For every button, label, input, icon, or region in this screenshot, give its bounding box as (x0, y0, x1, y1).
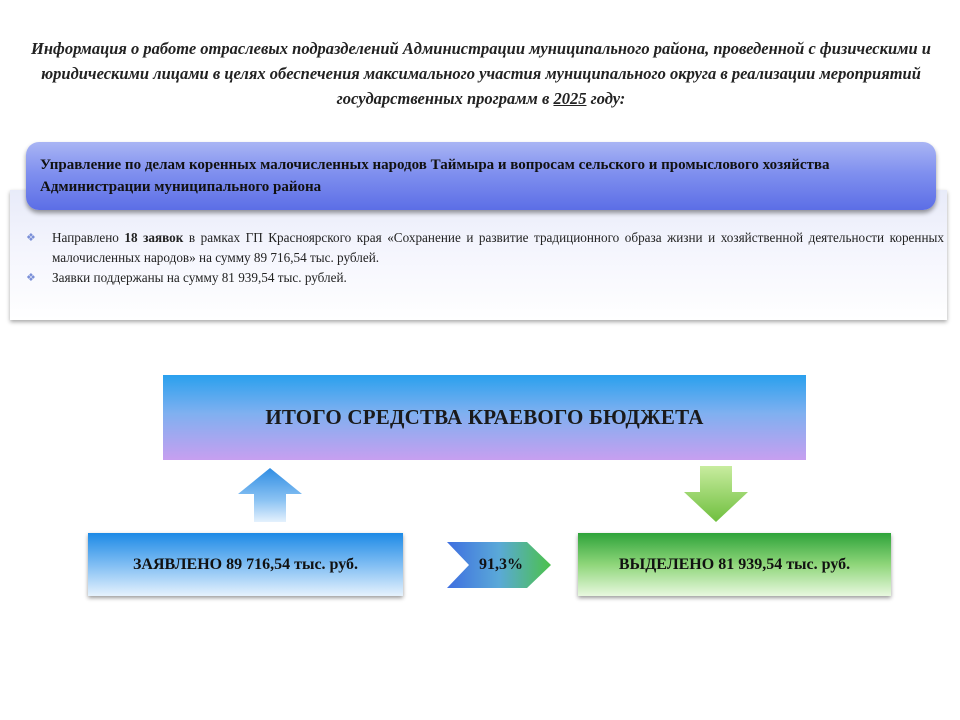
title-year: 2025 (553, 89, 587, 108)
total-regional-budget-box (163, 375, 806, 460)
bullet-text: Заявки поддержаны на сумму 81 939,54 тыс. рублей. (52, 270, 347, 285)
page-title (8, 36, 954, 111)
diamond-bullet-icon: ❖ (26, 232, 36, 244)
department-header (26, 142, 936, 210)
diamond-bullet-icon: ❖ (26, 272, 36, 284)
arrow-down-icon (684, 466, 748, 522)
bullet-item-applications (26, 228, 944, 268)
declared-amount-box (88, 533, 403, 596)
percent-label: 91,3% (479, 556, 523, 573)
title-suffix: году: (586, 89, 626, 108)
allocated-label: ВЫДЕЛЕНО 81 939,54 тыс. руб. (618, 555, 851, 573)
bullet-text (52, 228, 944, 268)
declared-label: ЗАЯВЛЕНО 89 716,54 тыс. руб. (132, 555, 359, 573)
total-label: ИТОГО СРЕДСТВА КРАЕВОГО БЮДЖЕТА (265, 405, 704, 429)
arrow-up-icon (238, 468, 302, 522)
title-text: Информация о работе отраслевых подразделений Администрации муниципального района, проведенной с физическими и юридическими лицами в целях обеспечения максимального участия муниципального округа в реализации мероприятий государственных программ в (31, 39, 931, 108)
allocated-amount-box (578, 533, 891, 596)
bullet-text-bold: 18 заявок (124, 230, 184, 245)
bullet-item-supported (26, 268, 944, 288)
bullet-list (26, 228, 944, 288)
percent-chevron (447, 542, 551, 588)
bullet-text-suffix: в рамках ГП Красноярского края «Сохранение и развитие традиционного образа жизни и хозяйственной деятельности коренных малочисленных народов» на сумму 89 716,54 тыс. рублей. (52, 230, 944, 265)
bullet-text-prefix: Направлено (52, 230, 125, 245)
department-name: Управление по делам коренных малочисленных народов Таймыра и вопросам сельского и промыслового хозяйства Администрации муниципального района (40, 157, 830, 195)
